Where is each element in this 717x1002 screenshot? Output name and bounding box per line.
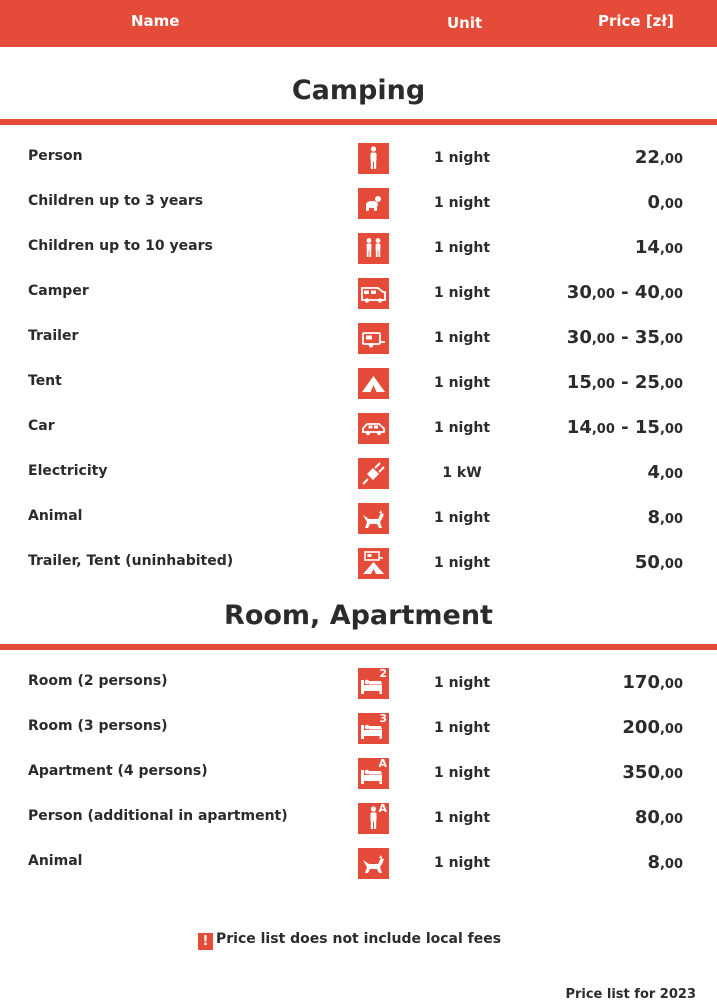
price-row xyxy=(0,323,717,355)
fees-note-text: Price list does not include local fees xyxy=(216,931,502,947)
price-list-year: Price list for 2023 xyxy=(565,987,696,1002)
warning-icon: ! xyxy=(198,933,213,950)
icon-badge: 2 xyxy=(379,667,387,680)
icon-badge: A xyxy=(378,802,387,815)
price-amount: 50 xyxy=(634,552,660,573)
price-row xyxy=(0,413,717,445)
item-unit: 1 night xyxy=(433,195,491,211)
price-row xyxy=(0,503,717,535)
price-amount: 8 xyxy=(647,507,660,528)
item-unit: 1 night xyxy=(433,855,491,871)
person-icon xyxy=(358,803,389,834)
item-name: Trailer, Tent (uninhabited) xyxy=(28,553,234,569)
item-name: Apartment (4 persons) xyxy=(28,763,208,779)
item-name: Animal xyxy=(28,508,83,524)
item-price xyxy=(647,852,683,873)
item-unit: 1 night xyxy=(433,375,491,391)
price-row xyxy=(0,668,717,700)
item-price xyxy=(567,282,683,303)
item-unit: 1 night xyxy=(433,720,491,736)
person-icon xyxy=(358,143,389,174)
section-title-room: Room, Apartment xyxy=(224,600,493,631)
bed-icon xyxy=(358,758,389,789)
price-row xyxy=(0,278,717,310)
item-price xyxy=(567,327,683,348)
price-amount: 200 xyxy=(622,717,660,738)
price-cents: ,00 xyxy=(659,242,683,257)
fees-note xyxy=(198,931,501,950)
item-unit: 1 night xyxy=(433,510,491,526)
trailer-tent-icon xyxy=(358,548,389,579)
item-unit: 1 night xyxy=(433,420,491,436)
camper-icon xyxy=(358,278,389,309)
item-name: Room (3 persons) xyxy=(28,718,168,734)
header-unit: Unit xyxy=(447,14,483,32)
price-cents: ,00 xyxy=(591,377,615,392)
item-unit: 1 night xyxy=(433,240,491,256)
item-name: Animal xyxy=(28,853,83,869)
item-price xyxy=(622,672,683,693)
price-row xyxy=(0,548,717,580)
item-name: Children up to 3 years xyxy=(28,193,204,209)
price-row xyxy=(0,458,717,490)
item-unit: 1 kW xyxy=(442,465,482,481)
price-amount: 30 xyxy=(566,282,592,303)
price-cents: ,00 xyxy=(659,197,683,212)
price-row xyxy=(0,848,717,880)
price-cents: ,00 xyxy=(659,722,683,737)
price-row xyxy=(0,188,717,220)
price-separator: - xyxy=(614,372,635,393)
icon-badge: 3 xyxy=(379,712,387,725)
item-unit: 1 night xyxy=(433,555,491,571)
price-amount: 15 xyxy=(566,372,592,393)
price-amount: 0 xyxy=(647,192,660,213)
price-row xyxy=(0,713,717,745)
item-name: Trailer xyxy=(28,328,79,344)
price-cents: ,00 xyxy=(659,422,683,437)
bed-icon xyxy=(358,668,389,699)
item-price xyxy=(622,762,683,783)
item-price xyxy=(567,372,683,393)
price-cents: ,00 xyxy=(591,422,615,437)
price-amount: 25 xyxy=(634,372,660,393)
price-row xyxy=(0,803,717,835)
price-separator: - xyxy=(614,327,635,348)
price-amount: 8 xyxy=(647,852,660,873)
tent-icon xyxy=(358,368,389,399)
car-icon xyxy=(358,413,389,444)
price-cents: ,00 xyxy=(659,377,683,392)
price-row xyxy=(0,758,717,790)
price-amount: 30 xyxy=(566,327,592,348)
price-cents: ,00 xyxy=(659,557,683,572)
price-amount: 350 xyxy=(622,762,660,783)
item-unit: 1 night xyxy=(433,675,491,691)
price-cents: ,00 xyxy=(659,467,683,482)
price-cents: ,00 xyxy=(659,767,683,782)
item-price xyxy=(647,462,683,483)
item-price xyxy=(647,507,683,528)
item-unit: 1 night xyxy=(433,150,491,166)
header-price: Price [zł] xyxy=(598,12,674,30)
bed-icon xyxy=(358,713,389,744)
price-amount: 80 xyxy=(634,807,660,828)
item-unit: 1 night xyxy=(433,810,491,826)
item-name: Person xyxy=(28,148,83,164)
price-amount: 170 xyxy=(622,672,660,693)
price-cents: ,00 xyxy=(591,332,615,347)
item-price xyxy=(635,807,683,828)
dog-icon xyxy=(358,848,389,879)
price-cents: ,00 xyxy=(659,677,683,692)
price-cents: ,00 xyxy=(591,287,615,302)
item-name: Tent xyxy=(28,373,62,389)
price-amount: 35 xyxy=(634,327,660,348)
item-price xyxy=(635,147,683,168)
item-price xyxy=(567,417,683,438)
item-unit: 1 night xyxy=(433,765,491,781)
price-cents: ,00 xyxy=(659,512,683,527)
item-name: Children up to 10 years xyxy=(28,238,213,254)
price-amount: 15 xyxy=(634,417,660,438)
section-divider xyxy=(0,119,717,125)
price-separator: - xyxy=(614,417,635,438)
baby-icon xyxy=(358,188,389,219)
item-unit: 1 night xyxy=(433,330,491,346)
icon-badge: A xyxy=(378,757,387,770)
price-amount: 4 xyxy=(647,462,660,483)
item-name: Room (2 persons) xyxy=(28,673,168,689)
price-row xyxy=(0,368,717,400)
price-row xyxy=(0,143,717,175)
item-name: Car xyxy=(28,418,55,434)
trailer-icon xyxy=(358,323,389,354)
item-name: Electricity xyxy=(28,463,108,479)
price-row xyxy=(0,233,717,265)
header-name: Name xyxy=(131,12,180,30)
item-price xyxy=(635,552,683,573)
price-cents: ,00 xyxy=(659,332,683,347)
item-price xyxy=(622,717,683,738)
price-amount: 14 xyxy=(634,237,660,258)
dog-icon xyxy=(358,503,389,534)
price-amount: 40 xyxy=(634,282,660,303)
section-title-camping: Camping xyxy=(291,75,426,106)
price-separator: - xyxy=(614,282,635,303)
price-amount: 22 xyxy=(634,147,660,168)
item-price xyxy=(647,192,683,213)
children-icon xyxy=(358,233,389,264)
item-name: Person (additional in apartment) xyxy=(28,808,288,824)
price-cents: ,00 xyxy=(659,287,683,302)
item-unit: 1 night xyxy=(433,285,491,301)
price-cents: ,00 xyxy=(659,812,683,827)
item-name: Camper xyxy=(28,283,89,299)
item-price xyxy=(635,237,683,258)
section-divider xyxy=(0,644,717,650)
price-cents: ,00 xyxy=(659,152,683,167)
plug-icon xyxy=(358,458,389,489)
table-header xyxy=(0,0,717,47)
price-cents: ,00 xyxy=(659,857,683,872)
price-amount: 14 xyxy=(566,417,592,438)
